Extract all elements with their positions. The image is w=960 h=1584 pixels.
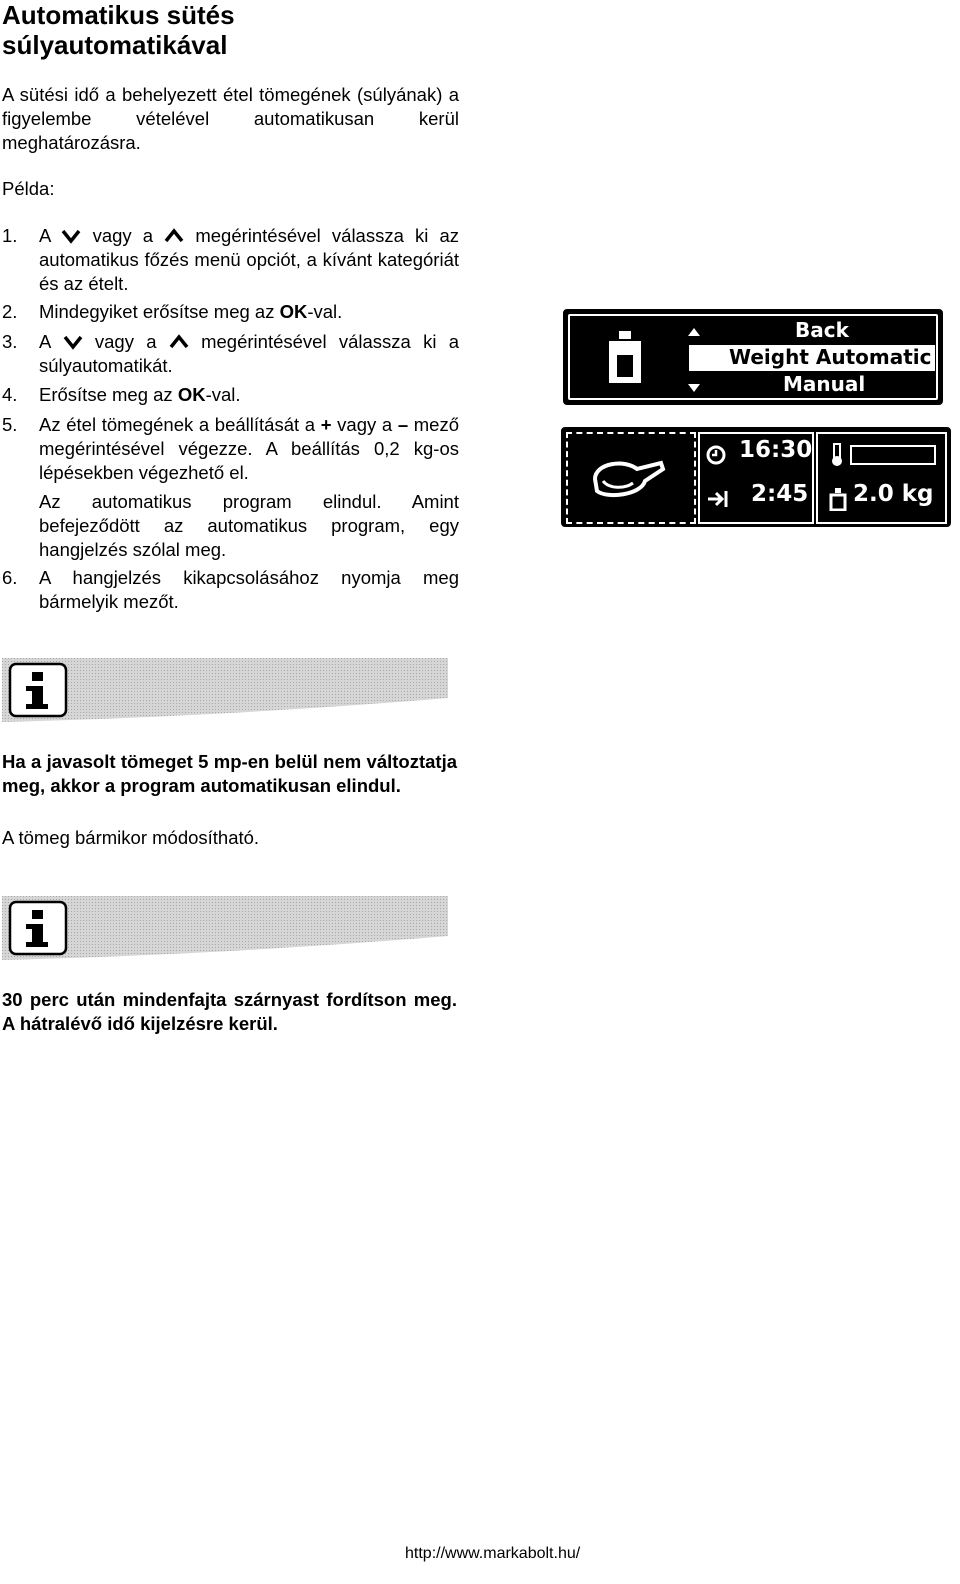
ok-label: OK: [177, 384, 206, 405]
step-6: [2, 566, 459, 614]
clock-icon: [706, 445, 726, 465]
step-text: mező megérintésével végezze. A beállítás 0,2 kg-os lépésekben végezhető el.: [39, 414, 459, 483]
minus-symbol: –: [397, 414, 409, 435]
step-text: A: [39, 225, 51, 246]
step-2: [2, 300, 459, 324]
weight-icon: [829, 487, 847, 511]
step-text: Erősítse meg az: [39, 384, 173, 405]
duration-icon: [706, 489, 730, 509]
step-5-result: [2, 490, 459, 562]
step-4: [2, 383, 459, 407]
info-icon: [8, 900, 68, 956]
info-icon: [8, 662, 68, 718]
step-text: Mindegyiket erősítse meg az: [39, 301, 275, 322]
oven-display-menu: [563, 309, 943, 405]
menu-item-back[interactable]: Back: [795, 318, 849, 342]
intro-paragraph: A sütési idő a behelyezett étel tömegének (súlyának) a figyelembe vételével automatikusan kerül meghatározásra.: [2, 84, 459, 153]
step-number: 6.: [2, 567, 18, 588]
step-number: 3.: [2, 331, 18, 352]
step-3: [2, 330, 459, 378]
step-text: vagy a: [337, 414, 393, 435]
poultry-icon: [585, 455, 667, 503]
weight-icon: [605, 329, 645, 387]
ok-label: OK: [279, 301, 308, 322]
step-text: megérintésével válassza ki a súlyautomatikát.: [39, 331, 460, 376]
chevron-up-icon: [169, 334, 189, 350]
info-box: [2, 658, 448, 722]
step-text: A: [39, 331, 51, 352]
step-number: 4.: [2, 384, 18, 405]
note-1-bold: Ha a javasolt tömeget 5 mp-en belül nem változtatja meg, akkor a program automatikusan elindul.: [2, 751, 457, 796]
step-text: Az automatikus program elindul. Amint befejeződött az automatikus program, egy hangjelzés szólal meg.: [39, 491, 459, 560]
weight-value[interactable]: 2.0 kg: [853, 481, 934, 507]
arrow-up-icon: [687, 327, 701, 337]
chevron-up-icon: [164, 228, 184, 244]
step-number: 1.: [2, 225, 18, 246]
plus-symbol: +: [320, 414, 332, 435]
duration-time: 2:45: [751, 481, 809, 507]
step-text: -val.: [205, 384, 241, 405]
step-number: 2.: [2, 301, 18, 322]
chevron-down-icon: [63, 334, 83, 350]
footer-url[interactable]: http://www.markabolt.hu/: [405, 1545, 581, 1562]
note-2-bold: 30 perc után mindenfajta szárnyast fordítson meg. A hátralévő idő kijelzésre kerül.: [2, 989, 457, 1034]
step-text: vagy a: [92, 225, 154, 246]
page-title: Automatikus sütés súlyautomatikával: [2, 0, 235, 60]
note-1-text: A tömeg bármikor módosítható.: [2, 827, 260, 848]
info-box: [2, 896, 448, 960]
clock-time: 16:30: [739, 437, 813, 463]
arrow-down-icon: [687, 383, 701, 393]
step-text: A hangjelzés kikapcsolásához nyomja meg bármelyik mezőt.: [39, 567, 459, 612]
heat-bar: [850, 445, 936, 465]
oven-display-program: [561, 427, 951, 527]
step-text: megérintésével válassza ki az automatikus főzés menü opciót, a kívánt kategóriát és az ételt.: [39, 225, 460, 294]
thermometer-icon: [829, 443, 845, 467]
step-number: 5.: [2, 414, 18, 435]
step-text: -val.: [307, 301, 343, 322]
step-5: [2, 413, 459, 485]
step-text: Az étel tömegének a beállítását a: [39, 414, 316, 435]
menu-item-weight-automatic[interactable]: Weight Automatic: [729, 345, 932, 369]
step-1: [2, 224, 459, 296]
menu-item-manual[interactable]: Manual: [783, 372, 866, 396]
step-text: vagy a: [94, 331, 157, 352]
chevron-down-icon: [61, 228, 81, 244]
example-label: Példa:: [2, 178, 55, 199]
